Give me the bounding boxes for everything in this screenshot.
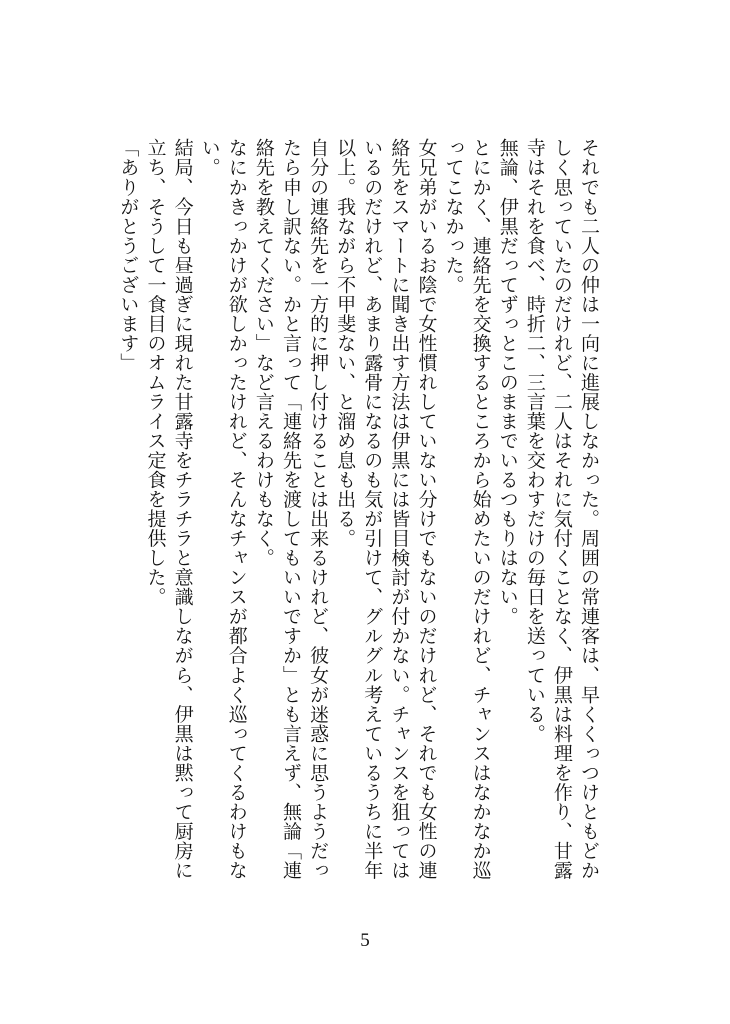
page-number: 5: [360, 930, 370, 951]
paragraph: とにかく、連絡先を交換するところから始めたいのだけれど、チャンスはなかなか巡ってこなかった。: [442, 138, 492, 880]
paragraph: それでも二人の仲は一向に進展しなかった。周囲の常連客は、早くくっつけともどかしく思っていたのだけれど、二人はそれに気付くことなく、伊黒は料理を作り、甘露寺はそれを食べ、時折二、三言葉を交わすだけの毎日を送っている。: [523, 138, 600, 880]
paragraph: 「ありがとうございます」: [117, 138, 140, 373]
body-text: [114, 138, 602, 893]
paragraph: なにかきっかけが欲しかったけれど、そんなチャンスが都合よく巡ってくるわけもない。: [198, 138, 248, 880]
paragraph: 結局、今日も昼過ぎに現れた甘露寺をチラチラと意識しながら、伊黒は黙って厨房に立ち、そうして一食目のオムライス定食を提供した。: [144, 138, 194, 880]
paragraph: 女兄弟がいるお陰で女性慣れしていない分けでもないのだけれど、それでも女性の連絡先をスマートに聞き出す方法は伊黒には皆目検討が付かない。チャンスを狙ってはいるのだけれど、あまり露骨になるのも気が引けて、グルグル考えているうちに半年以上。我ながら不甲斐ない、と溜め息も出る。: [334, 138, 438, 880]
paragraph: 自分の連絡先を一方的に押し付けることは出来るけれど、彼女が迷惑に思うようだったら申し訳ない。かと言って「連絡先を渡してもいいですか」とも言えず、無論「連絡先を教えてください」など言えるわけもなく。: [252, 138, 330, 880]
paragraph: 無論、伊黒だってずっとこのままでいるつもりはない。: [496, 138, 519, 626]
